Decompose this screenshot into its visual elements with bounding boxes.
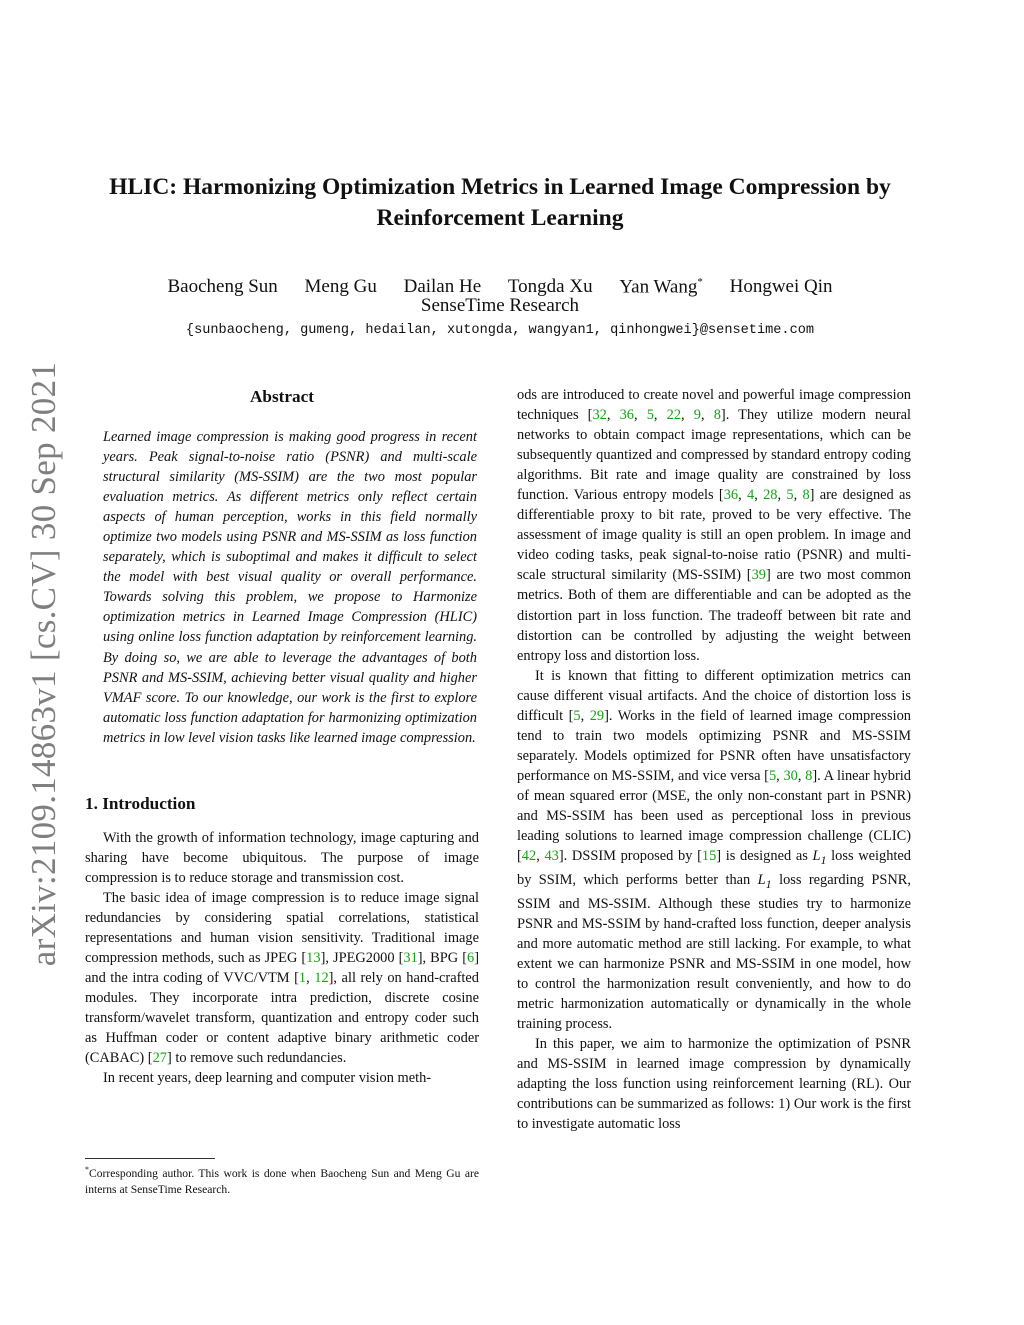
intro-paragraph <box>85 888 479 1068</box>
corresponding-author-mark: * <box>697 276 703 288</box>
citation-link[interactable]: 27 <box>152 1050 167 1067</box>
citation-link[interactable]: 36 <box>619 407 634 424</box>
citation-separator: , <box>653 407 667 424</box>
citation-separator: , <box>797 767 806 784</box>
citation-link[interactable]: 22 <box>666 407 682 424</box>
citation-link[interactable]: 5 <box>646 407 654 424</box>
citation-separator: , <box>606 407 620 424</box>
citation-link[interactable]: 8 <box>802 487 810 504</box>
text-run: ] and the intra coding of VVC/VTM [ <box>85 950 479 987</box>
author-name-text: Yan Wang <box>619 276 698 298</box>
text-run: ], BPG [ <box>417 950 467 967</box>
right-column <box>517 385 911 1134</box>
citation-link[interactable]: 36 <box>723 487 739 504</box>
citation-link[interactable]: 6 <box>467 950 475 967</box>
abstract-heading: Abstract <box>250 387 314 406</box>
citation-separator: , <box>738 487 747 504</box>
citation-link[interactable]: 28 <box>763 487 778 504</box>
intro-paragraph: With the growth of information technology, image capturing and sharing have become ubiquitous. The purpose of image compression is to reduce storage and transmission cost. <box>85 829 479 886</box>
citation-link[interactable]: 5 <box>768 767 777 784</box>
citation-separator: , <box>580 707 590 724</box>
citation-group <box>592 407 720 423</box>
math-letter: L <box>757 872 766 888</box>
citation-separator: , <box>754 487 764 504</box>
text-run: ], JPEG2000 [ <box>320 950 404 967</box>
left-column <box>85 385 479 1088</box>
text-run: ods are introduced to create novel and powerful image compression techniques [ <box>517 387 911 424</box>
citation-link[interactable]: 13 <box>306 950 321 967</box>
citation-link[interactable]: 9 <box>693 407 701 424</box>
citation-link[interactable]: 30 <box>783 767 798 784</box>
math-subscript: 1 <box>765 876 772 891</box>
math-symbol <box>812 848 827 867</box>
text-run: ]. Works in the field of learned image compression tend to train two models optimizing PSNR and MS-SSIM separately. Models optimized for PSNR often have unsatisfactory performance on MS-SSIM, and vice versa [ <box>517 707 911 784</box>
introduction-heading: 1. Introduction <box>85 793 196 813</box>
citation-link[interactable]: 39 <box>751 567 766 584</box>
body-paragraph <box>517 385 911 666</box>
citation-link[interactable]: 8 <box>713 407 721 424</box>
arxiv-identifier: arXiv:2109.14863v1 [cs.CV] 30 Sep 2021 <box>24 361 63 967</box>
abstract-text: Learned image compression is making good progress in recent years. Peak signal-to-noise ratio (PSNR) and multi-scale structural similarity (MS-SSIM) are the two most popular evaluation metrics. As different metrics only reflect certain aspects of human perception, works in this field normally optimize two models using PSNR and MS-SSIM as loss function separately, which is suboptimal and makes it difficult to select the model with best visual quality or overall performance. Towards solving this problem, we propose to Harmonize optimization metrics in Learned Image Compression (HLIC) using online loss function adaptation by reinforcement learning. By doing so, we are able to leverage the advantages of both PSNR and MS-SSIM, achieving better visual quality and higher VMAF score. To our knowledge, our work is the first to explore automatic loss function adaptation for harmonizing optimization metrics in low level vision tasks like learned image compression. <box>103 429 477 746</box>
author-name: Meng Gu <box>304 276 377 298</box>
text-run: It is known that fitting to different optimization metrics can cause different visual artifacts. And the choice of distortion loss is difficult [ <box>517 667 911 724</box>
footnote-mark: * <box>85 1165 89 1174</box>
author-name: Baocheng Sun <box>167 276 278 298</box>
author-name: Dailan He <box>403 276 482 298</box>
paper-title: HLIC: Harmonizing Optimization Metrics in Learned Image Compression by Reinforcement Learning <box>109 174 891 231</box>
citation-link[interactable]: 43 <box>544 848 559 865</box>
footnote-text: Corresponding author. This work is done when Baocheng Sun and Meng Gu are interns at SenseTime Research. <box>85 1166 479 1196</box>
citation-separator: , <box>633 407 647 424</box>
text-run: ]. DSSIM proposed by [ <box>558 848 702 865</box>
citation-separator: , <box>536 848 545 865</box>
citation-link[interactable]: 5 <box>573 707 581 724</box>
math-symbol <box>757 872 772 891</box>
citation-group <box>573 708 604 724</box>
citation-separator: , <box>793 487 803 504</box>
citation-link[interactable]: 15 <box>701 848 717 865</box>
author-name: Tongda Xu <box>507 276 593 298</box>
affiliation: SenseTime Research <box>420 295 580 316</box>
text-run: ]. A linear hybrid of mean squared error (MSE, the only non-constant part in PSNR) and MS-SSIM has been used as perceptional loss in previous leading solutions to learned image compression challenge (CLIC) [ <box>517 767 911 865</box>
text-run: ] to remove such redundancies. <box>166 1050 347 1067</box>
math-subscript: 1 <box>820 852 827 867</box>
citation-link[interactable]: 5 <box>786 487 794 504</box>
math-letter: L <box>812 848 821 865</box>
text-run: ] are two most common metrics. Both of them are differentiable and can be adopted as the distortion part in loss function. The tradeoff between bit rate and distortion can be controlled by adjusting the weight between entropy loss and distortion loss. <box>517 567 912 664</box>
text-run: , <box>306 970 315 987</box>
text-run: The basic idea of image compression is to reduce image signal redundancies by considering spatial correlations, statistical representations and human vision sensitivity. Traditional image compression methods, such as JPEG [ <box>85 889 479 967</box>
text-run: loss weighted by SSIM, which performs better than <box>517 848 911 888</box>
body-paragraph: In this paper, we aim to harmonize the optimization of PSNR and MS-SSIM in learned image compression by dynamically adapting the loss function using reinforcement learning (RL). Our contributions can be summarized as follows: 1) Our work is the first to investigate automatic loss <box>517 1036 911 1133</box>
citation-group <box>522 848 559 864</box>
citation-group <box>724 487 810 503</box>
text-run: ], all rely on hand-crafted modules. They incorporate intra prediction, discrete cosine transform/wavelet transform, quantization and entropy coder such as Huffman coder or content adaptive binary arithmetic coder (CABAC) [ <box>85 970 479 1067</box>
citation-separator: , <box>681 407 694 424</box>
text-run: ] are designed as differentiable proxy to bit rate, proved to be very effective. The assessment of image quality is still an open problem. In image and video coding tasks, peak signal-to-noise ratio (PSNR) and multi-scale structural similarity (MS-SSIM) [ <box>517 487 912 584</box>
citation-separator: , <box>700 407 714 424</box>
text-run: ] is designed as <box>716 848 813 865</box>
citation-link[interactable]: 31 <box>403 950 418 967</box>
author-name: Hongwei Qin <box>729 276 833 298</box>
footnote-rule <box>85 1158 215 1159</box>
citation-link[interactable]: 42 <box>521 848 537 865</box>
citation-link[interactable]: 4 <box>747 487 755 504</box>
footnote <box>85 1158 479 1198</box>
citation-group <box>769 768 812 784</box>
citation-link[interactable]: 32 <box>592 407 607 424</box>
citation-link[interactable]: 8 <box>805 767 813 784</box>
citation-link[interactable]: 12 <box>314 970 329 987</box>
text-run: loss regarding PSNR, SSIM and MS-SSIM. Although these studies try to harmonize PSNR and MS-SSIM by hand-crafted loss function, deeper analysis and more automatic method are still lacking. For example, to what extent we can harmonize PSNR and MS-SSIM in one model, how to control the harmonization result conveniently, and how to do metric harmonization automatically or dynamically in the whole training process. <box>517 872 912 1033</box>
author-emails: {sunbaocheng, gumeng, hedailan, xutongda, wangyan1, qinhongwei}@sensetime.com <box>185 323 815 338</box>
intro-paragraph: In recent years, deep learning and computer vision meth- <box>103 1070 432 1087</box>
citation-link[interactable]: 1 <box>298 970 307 987</box>
body-paragraph <box>517 666 911 1035</box>
text-run: ]. They utilize modern neural networks to obtain compact image representations, which can be subsequently quantized and compressed by standard entropy coding algorithms. Bit rate and image quality are constrained by loss function. Various entropy models [ <box>517 407 912 504</box>
citation-separator: , <box>776 767 784 784</box>
citation-link[interactable]: 29 <box>589 707 605 724</box>
citation-separator: , <box>777 487 787 504</box>
